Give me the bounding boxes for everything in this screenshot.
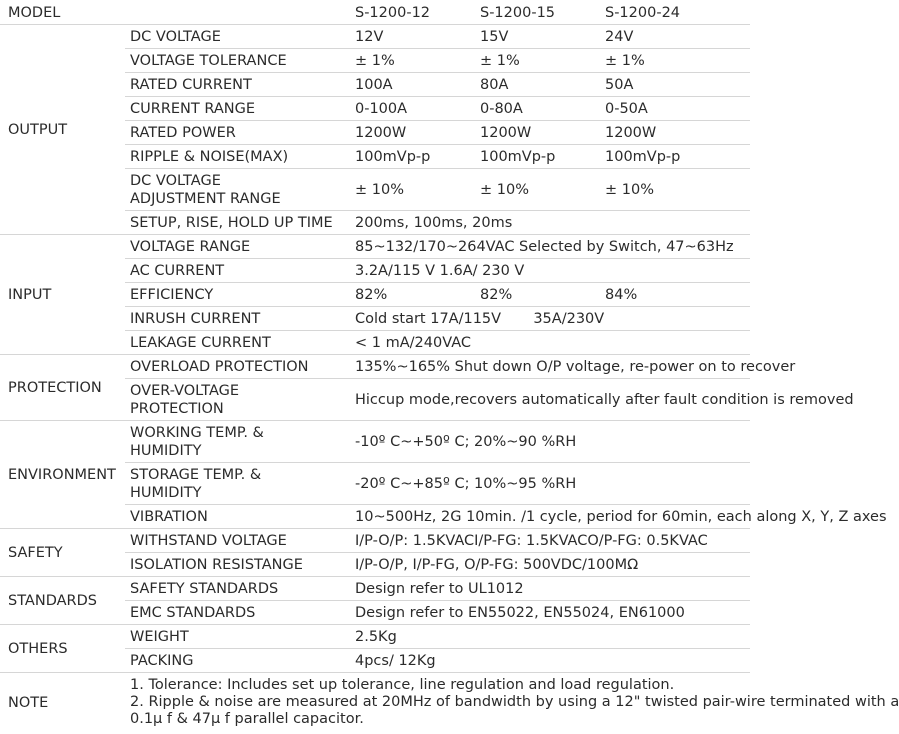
row-value: 85~132/170~264VAC Selected by Switch, 47~63Hz xyxy=(355,239,734,255)
row-label: WEIGHT xyxy=(130,629,189,645)
row-value: 100mVp-p xyxy=(605,149,681,165)
row-label-line2: ADJUSTMENT RANGE xyxy=(130,191,281,207)
row-label: DC VOLTAGE xyxy=(130,173,221,189)
row-value: 80A xyxy=(480,77,509,93)
row-value: 82% xyxy=(480,287,513,303)
row-value: Design refer to EN55022, EN55024, EN61000 xyxy=(355,605,685,621)
row-value: 0-80A xyxy=(480,101,523,117)
divider xyxy=(125,378,750,379)
divider xyxy=(125,552,750,553)
divider xyxy=(125,48,750,49)
divider xyxy=(0,354,750,355)
row-value: Cold start 17A/115V 35A/230V xyxy=(355,311,605,327)
row-label: PACKING xyxy=(130,653,194,669)
section-environment: ENVIRONMENT xyxy=(8,467,116,483)
row-value: 100mVp-p xyxy=(480,149,556,165)
row-value: ± 10% xyxy=(480,182,529,198)
row-label: STORAGE TEMP. & xyxy=(130,467,262,483)
row-label: EMC STANDARDS xyxy=(130,605,256,621)
divider xyxy=(0,234,750,235)
row-value: Hiccup mode,recovers automatically after fault condition is removed xyxy=(355,392,854,408)
divider xyxy=(125,120,750,121)
divider xyxy=(125,600,750,601)
divider xyxy=(0,576,750,577)
row-value: -10º C~+50º C; 20%~90 %RH xyxy=(355,434,577,450)
divider xyxy=(125,648,750,649)
row-value: 1200W xyxy=(480,125,532,141)
row-value: 1200W xyxy=(605,125,657,141)
divider xyxy=(125,210,750,211)
note-line: 0.1μ f & 47μ f parallel capacitor. xyxy=(130,711,364,727)
row-label: INRUSH CURRENT xyxy=(130,311,261,327)
row-value: 4pcs/ 12Kg xyxy=(355,653,436,669)
row-value: 82% xyxy=(355,287,388,303)
row-value: < 1 mA/240VAC xyxy=(355,335,471,351)
row-value: -20º C~+85º C; 10%~95 %RH xyxy=(355,476,577,492)
row-value: 3.2A/115 V 1.6A/ 230 V xyxy=(355,263,525,279)
row-label: WITHSTAND VOLTAGE xyxy=(130,533,287,549)
model-name: S-1200-24 xyxy=(605,5,681,21)
row-label: VOLTAGE TOLERANCE xyxy=(130,53,287,69)
divider xyxy=(0,624,750,625)
note-line: 2. Ripple & noise are measured at 20MHz of bandwidth by using a 12" twisted pair-wire terminated with a xyxy=(130,694,899,710)
row-label: LEAKAGE CURRENT xyxy=(130,335,271,351)
divider xyxy=(0,24,750,25)
row-label-line2: PROTECTION xyxy=(130,401,224,417)
row-label: SETUP, RISE, HOLD UP TIME xyxy=(130,215,333,231)
divider xyxy=(125,72,750,73)
divider xyxy=(125,330,750,331)
row-value: 84% xyxy=(605,287,638,303)
divider xyxy=(125,504,750,505)
row-value: I/P-O/P: 1.5KVACI/P-FG: 1.5KVACO/P-FG: 0.5KVAC xyxy=(355,533,708,549)
divider xyxy=(125,258,750,259)
row-value: 10~500Hz, 2G 10min. /1 cycle, period for 60min, each along X, Y, Z axes xyxy=(355,509,887,525)
divider xyxy=(0,528,750,529)
row-label: OVER-VOLTAGE xyxy=(130,383,240,399)
divider xyxy=(125,168,750,169)
row-label: SAFETY STANDARDS xyxy=(130,581,279,597)
section-note: NOTE xyxy=(8,695,49,711)
model-name: S-1200-15 xyxy=(480,5,556,21)
row-label: OVERLOAD PROTECTION xyxy=(130,359,309,375)
row-value: 100A xyxy=(355,77,393,93)
section-standards: STANDARDS xyxy=(8,593,97,609)
row-value: 0-50A xyxy=(605,101,648,117)
section-others: OTHERS xyxy=(8,641,68,657)
row-value: ± 1% xyxy=(355,53,395,69)
note-line: 1. Tolerance: Includes set up tolerance, line regulation and load regulation. xyxy=(130,677,675,693)
divider xyxy=(0,672,750,673)
row-value: 100mVp-p xyxy=(355,149,431,165)
section-safety: SAFETY xyxy=(8,545,63,561)
row-value: 1200W xyxy=(355,125,407,141)
row-value: 200ms, 100ms, 20ms xyxy=(355,215,513,231)
row-label: EFFICIENCY xyxy=(130,287,214,303)
row-value: 135%~165% Shut down O/P voltage, re-power on to recover xyxy=(355,359,796,375)
row-label: RATED CURRENT xyxy=(130,77,252,93)
section-input: INPUT xyxy=(8,287,52,303)
divider xyxy=(125,462,750,463)
row-value: 15V xyxy=(480,29,509,45)
row-label: VOLTAGE RANGE xyxy=(130,239,251,255)
model-name: S-1200-12 xyxy=(355,5,431,21)
divider xyxy=(0,420,750,421)
row-label: RATED POWER xyxy=(130,125,236,141)
row-label: VIBRATION xyxy=(130,509,208,525)
row-value: 0-100A xyxy=(355,101,408,117)
row-value: 2.5Kg xyxy=(355,629,397,645)
row-label: RIPPLE & NOISE(MAX) xyxy=(130,149,289,165)
divider xyxy=(125,306,750,307)
row-value: ± 1% xyxy=(605,53,645,69)
row-label: WORKING TEMP. & xyxy=(130,425,264,441)
row-value: 24V xyxy=(605,29,634,45)
section-protection: PROTECTION xyxy=(8,380,102,396)
section-output: OUTPUT xyxy=(8,122,68,138)
row-label: CURRENT RANGE xyxy=(130,101,256,117)
row-label: DC VOLTAGE xyxy=(130,29,221,45)
row-value: ± 1% xyxy=(480,53,520,69)
row-label-line2: HUMIDITY xyxy=(130,485,202,501)
row-value: 50A xyxy=(605,77,634,93)
divider xyxy=(125,144,750,145)
model-label: MODEL xyxy=(8,5,61,21)
divider xyxy=(125,282,750,283)
row-value: 12V xyxy=(355,29,384,45)
row-value: ± 10% xyxy=(355,182,404,198)
row-label: ISOLATION RESISTANGE xyxy=(130,557,303,573)
row-label-line2: HUMIDITY xyxy=(130,443,202,459)
row-label: AC CURRENT xyxy=(130,263,225,279)
row-value: ± 10% xyxy=(605,182,654,198)
row-value: I/P-O/P, I/P-FG, O/P-FG: 500VDC/100MΩ xyxy=(355,557,639,573)
divider xyxy=(125,96,750,97)
row-value: Design refer to UL1012 xyxy=(355,581,524,597)
